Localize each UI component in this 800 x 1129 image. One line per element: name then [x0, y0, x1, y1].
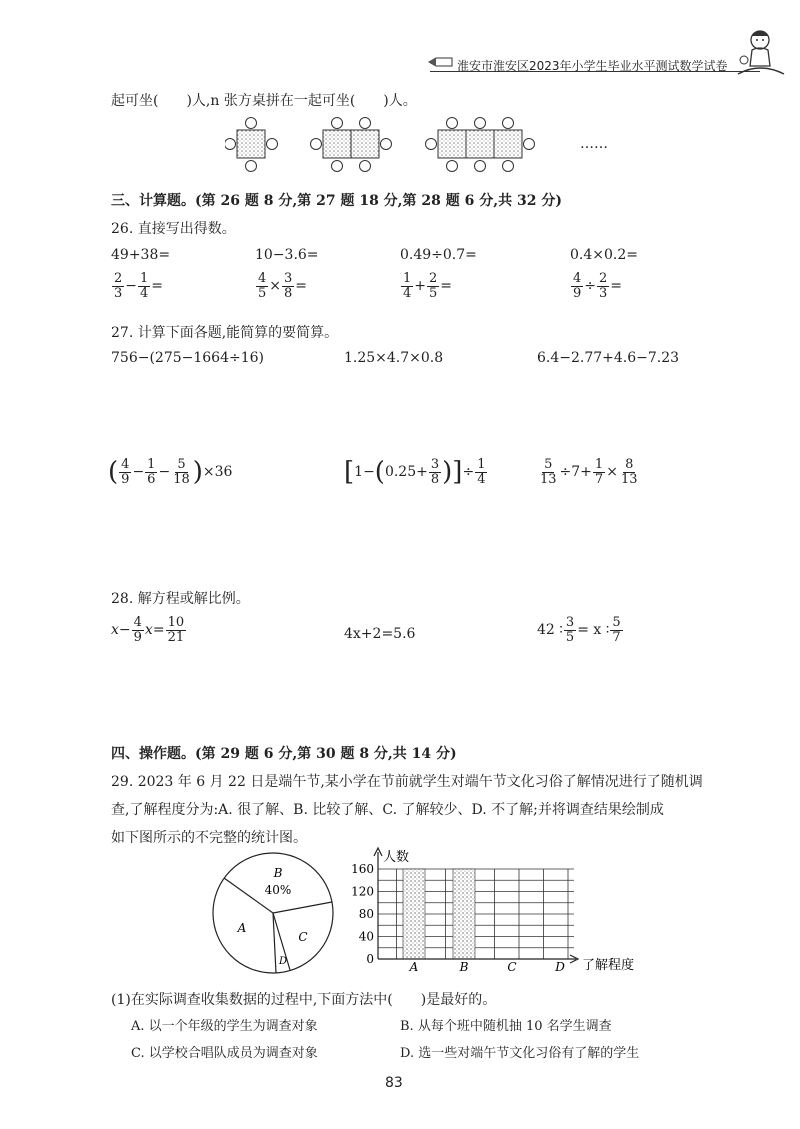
q29-sub1: (1)在实际调查收集数据的过程中,下面方法中( )是最好的。 — [111, 992, 497, 1008]
operator: ÷7+ — [559, 464, 592, 481]
frac-num: 5 — [544, 457, 553, 472]
frac-num: 4 — [121, 457, 130, 472]
frac-num: 2 — [114, 271, 123, 286]
operator: − — [132, 464, 145, 481]
frac-den: 3 — [599, 285, 608, 301]
tables-diagram-svg — [225, 114, 585, 176]
frac-den: 3 — [114, 285, 123, 301]
operator: − — [158, 464, 171, 481]
frac-den: 13 — [620, 471, 638, 487]
q27-expr-1: 756−(275−1664÷16) — [111, 350, 265, 366]
frac-num: 1 — [594, 457, 604, 472]
bar-chart — [346, 844, 646, 988]
frac-num: 1 — [477, 457, 486, 472]
pie-label-b: B — [273, 866, 283, 880]
frac-den: 7 — [594, 471, 604, 487]
header-title: 淮安市淮安区2023年小学生毕业水平测试数学试卷 — [457, 59, 728, 73]
var-x: x — [111, 622, 119, 639]
x-axis-label: 了解程度 — [582, 958, 635, 973]
mascot-icon — [730, 22, 788, 84]
operator: × — [269, 278, 282, 295]
x-category-label: C — [507, 960, 517, 974]
frac-num: 5 — [177, 457, 186, 472]
equals: = — [295, 278, 308, 295]
q26-expr-3: 0.49÷0.7= — [400, 247, 477, 263]
option-a: A. 以一个年级的学生为调查对象 — [131, 1019, 318, 1034]
q26-prompt: 26. 直接写出得数。 — [111, 221, 236, 237]
frac-den: 5 — [258, 285, 267, 301]
operator: ÷ — [462, 464, 475, 481]
left-paren: ( — [374, 457, 385, 488]
q27-expr-6 — [537, 458, 640, 486]
x-category-label: D — [555, 960, 565, 974]
frac-num: 2 — [599, 271, 608, 286]
q28-prompt: 28. 解方程或解比例。 — [111, 591, 250, 607]
q27-expr-3: 6.4−2.77+4.6−7.23 — [537, 350, 680, 366]
frac-num: 1 — [140, 271, 149, 286]
option-c: C. 以学校合唱队成员为调查对象 — [131, 1046, 318, 1061]
pie-chart-svg — [210, 848, 345, 978]
operator: + — [414, 278, 427, 295]
q26-expr-4: 0.4×0.2= — [570, 247, 638, 263]
left-paren: ( — [108, 457, 119, 488]
operator: ÷ — [584, 278, 597, 295]
tail: ×36 — [202, 464, 233, 481]
frac-num: 1 — [403, 271, 412, 286]
equals: = — [151, 278, 164, 295]
left-bracket: [ — [344, 457, 355, 488]
right-bracket: ] — [452, 457, 463, 488]
y-tick-label: 80 — [358, 907, 374, 921]
bar-chart-svg — [346, 844, 646, 984]
q27-expr-5 — [344, 458, 488, 486]
page-number: 83 — [385, 1075, 403, 1091]
lead: 42 ∶ — [537, 622, 563, 639]
var-x: x — [144, 622, 153, 639]
frac-den: 4 — [403, 285, 412, 301]
operator: − — [125, 278, 138, 295]
q26-expr-7 — [400, 272, 452, 300]
frac-den: 9 — [133, 629, 142, 645]
q26-expr-1: 49+38= — [111, 247, 171, 263]
frac-den: 13 — [540, 471, 557, 487]
y-tick-label: 120 — [351, 884, 374, 899]
x-category-label: B — [459, 960, 469, 974]
frac-den: 9 — [573, 285, 582, 301]
y-tick-label: 160 — [351, 862, 374, 876]
y-tick-label: 0 — [366, 952, 374, 966]
frac-den: 5 — [565, 629, 575, 645]
frac-num: 2 — [429, 271, 438, 286]
pie-boundary-bc — [273, 902, 332, 913]
equals: = — [152, 622, 165, 639]
frac-den: 6 — [147, 471, 156, 487]
right-paren: ) — [192, 457, 203, 488]
q28-expr-2: 4x+2=5.6 — [344, 626, 416, 642]
frac-num: 3 — [565, 615, 575, 630]
equals: = — [610, 278, 623, 295]
y-tick-label: 40 — [358, 929, 374, 944]
bar-ticks — [351, 862, 374, 966]
frac-den: 9 — [121, 471, 130, 487]
frac-den: 18 — [173, 471, 190, 487]
q29-line-3: 如下图所示的不完整的统计图。 — [111, 830, 307, 846]
operator: − — [118, 622, 131, 639]
q27-expr-4 — [108, 458, 232, 486]
section4-title: 四、操作题。(第 29 题 6 分,第 30 题 8 分,共 14 分) — [111, 746, 457, 762]
frac-den: 8 — [284, 285, 293, 301]
bar-b — [453, 869, 475, 959]
bar-categories — [409, 960, 566, 974]
pie-label-d: D — [278, 956, 288, 967]
option-d: D. 选一些对端午节文化习俗有了解的学生 — [400, 1046, 640, 1061]
frac-den: 5 — [429, 285, 438, 301]
q27-expr-2: 1.25×4.7×0.8 — [344, 350, 444, 366]
frac-den: 8 — [430, 471, 440, 487]
option-b: B. 从每个班中随机抽 10 名学生调查 — [400, 1019, 612, 1034]
frac-num: 1 — [147, 457, 156, 472]
top-question-line: 起可坐( )人,n 张方桌拼在一起可坐( )人。 — [111, 93, 417, 109]
pie-chart — [210, 848, 345, 982]
mid: = x ∶ — [577, 622, 610, 639]
frac-den: 21 — [167, 629, 185, 645]
tables-diagram — [225, 114, 585, 180]
q26-expr-8 — [570, 272, 622, 300]
bar-a — [403, 869, 425, 959]
lead: 1− — [354, 464, 375, 481]
pencil-icon — [428, 55, 454, 73]
frac-num: 8 — [625, 457, 634, 472]
frac-den: 4 — [140, 285, 149, 301]
frac-num: 3 — [430, 457, 440, 472]
equals: = — [440, 278, 453, 295]
operator: × — [606, 464, 618, 481]
pie-label-c: C — [298, 930, 308, 944]
frac-num: 10 — [167, 615, 185, 630]
frac-num: 3 — [284, 271, 293, 286]
q26-expr-2: 10−3.6= — [255, 247, 319, 263]
decimal: 0.25+ — [384, 464, 428, 481]
q27-prompt: 27. 计算下面各题,能简算的要简算。 — [111, 325, 339, 341]
right-paren: ) — [442, 457, 453, 488]
frac-num: 4 — [573, 271, 582, 286]
pie-label-a: A — [237, 921, 247, 935]
q26-expr-6 — [255, 272, 307, 300]
frac-den: 7 — [612, 629, 621, 645]
ellipsis: …… — [580, 136, 608, 152]
section3-title: 三、计算题。(第 26 题 8 分,第 27 题 18 分,第 28 题 6 分,共 32 分) — [111, 193, 562, 209]
q28-expr-1 — [111, 616, 187, 644]
q26-expr-5 — [111, 272, 163, 300]
q28-expr-3 — [537, 616, 624, 644]
frac-num: 5 — [612, 615, 621, 630]
pie-value-b: 40% — [264, 883, 292, 897]
frac-num: 4 — [133, 615, 142, 630]
y-axis-label: 人数 — [383, 850, 410, 865]
q29-line-2: 查,了解程度分为:A. 很了解、B. 比较了解、C. 了解较少、D. 不了解;并将调查结果绘制成 — [111, 802, 664, 818]
frac-num: 4 — [258, 271, 267, 286]
frac-den: 4 — [477, 471, 486, 487]
q29-line-1: 29. 2023 年 6 月 22 日是端午节,某小学在节前就学生对端午节文化习俗了解情况进行了随机调 — [111, 774, 703, 790]
x-category-label: A — [409, 960, 419, 974]
